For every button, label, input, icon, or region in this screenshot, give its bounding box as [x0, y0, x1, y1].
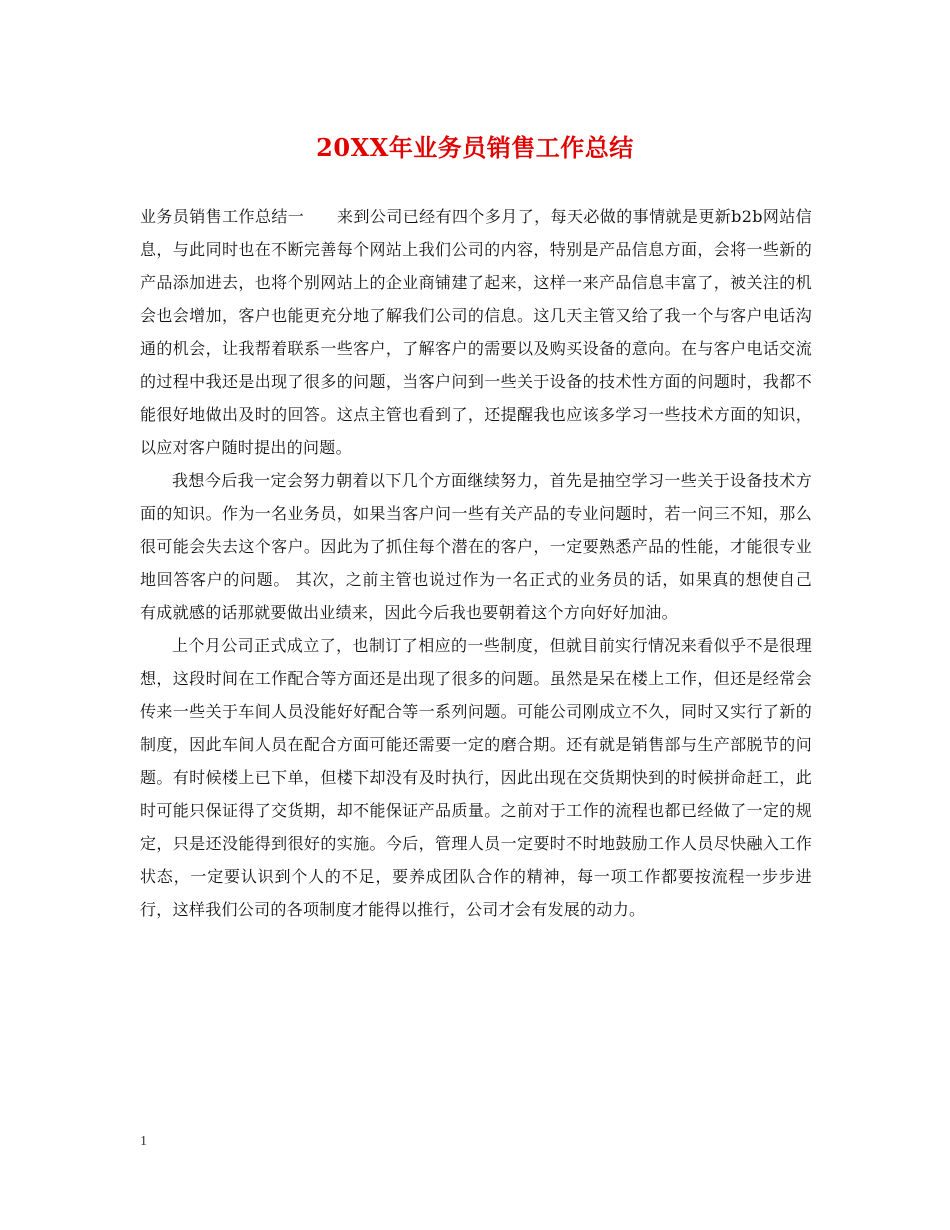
page-number: 1 [140, 1134, 147, 1149]
paragraph-2: 我想今后我一定会努力朝着以下几个方面继续努力，首先是抽空学习一些关于设备技术方面的知识。作为一名业务员，如果当客户问一些有关产品的专业问题时，若一问三不知，那么很可能会失去这个客户。因此为了抓住每个潜在的客户，一定要熟悉产品的性能，才能很专业地回答客户的问题。 其次，之前主管也说过作为一名正式的业务员的话，如果真的想使自己有成就感的话那就要做出业绩来，因此今后我也要朝着这个方向好好加油。 [140, 471, 812, 622]
paragraph-1: 业务员销售工作总结一 来到公司已经有四个多月了，每天必做的事情就是更新b2b网站信息，与此同时也在不断完善每个网站上我们公司的内容，特别是产品信息方面，会将一些新的产品添加进去，也将个别网站上的企业商铺建了起来，这样一来产品信息丰富了，被关注的机会也会增加，客户也能更充分地了解我们公司的信息。这几天主管又给了我一个与客户电话沟通的机会，让我帮着联系一些客户，了解客户的需要以及购买设备的意向。在与客户电话交流的过程中我还是出现了很多的问题，当客户问到一些关于设备的技术性方面的问题时，我都不能很好地做出及时的回答。这点主管也看到了，还提醒我也应该多学习一些技术方面的知识，以应对客户随时提出的问题。 [140, 207, 812, 457]
document-title: 20XX年业务员销售工作总结 [316, 133, 634, 162]
document-body [140, 200, 812, 926]
paragraph-3: 上个月公司正式成立了，也制订了相应的一些制度，但就目前实行情况来看似乎不是很理想，这段时间在工作配合等方面还是出现了很多的问题。虽然是呆在楼上工作，但还是经常会传来一些关于车间人员没能好好配合等一系列问题。可能公司刚成立不久，同时又实行了新的制度，因此车间人员在配合方面可能还需要一定的磨合期。还有就是销售部与生产部脱节的问题。有时候楼上已下单，但楼下却没有及时执行，因此出现在交货期快到的时候拼命赶工，此时可能只保证得了交货期，却不能保证产品质量。之前对于工作的流程也都已经做了一定的规定，只是还没能得到很好的实施。今后，管理人员一定要时不时地鼓励工作人员尽快融入工作状态，一定要认识到个人的不足，要养成团队合作的精神，每一项工作都要按流程一步步进行，这样我们公司的各项制度才能得以推行，公司才会有发展的动力。 [140, 636, 812, 919]
